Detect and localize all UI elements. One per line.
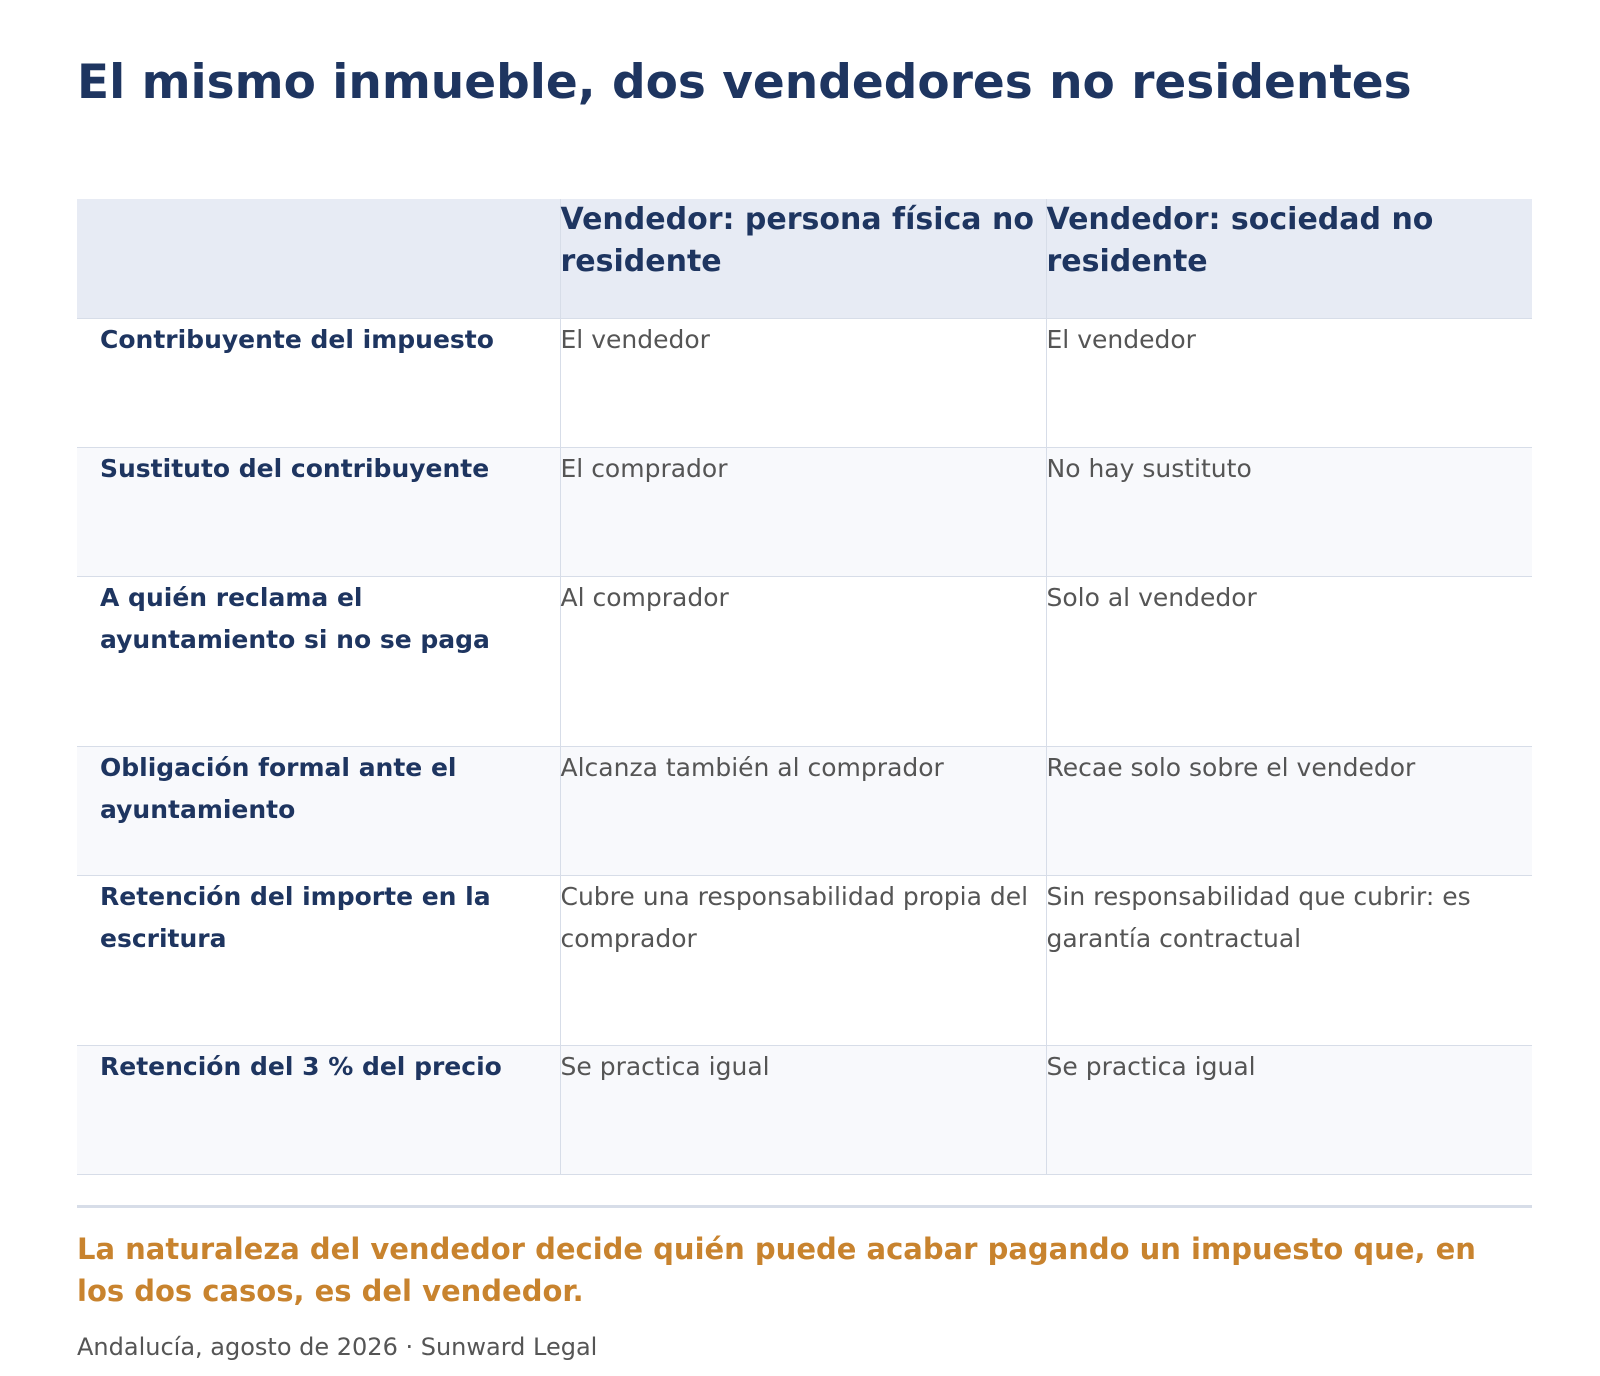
row-label: Contribuyente del impuesto bbox=[100, 324, 494, 354]
footer-credit: Andalucía, agosto de 2026 · Sunward Legal bbox=[77, 1333, 598, 1361]
cell-persona-fisica: El comprador bbox=[560, 447, 1046, 576]
conclusion-text: La naturaleza del vendedor decide quién puede acabar pagando un impuesto que, en los dos casos, es del vendedor. bbox=[77, 1232, 1476, 1308]
column-header-empty bbox=[77, 199, 560, 318]
cell-sociedad: Sin responsabilidad que cubrir: es garantía contractual bbox=[1046, 875, 1532, 1045]
cell-sociedad: Recae solo sobre el vendedor bbox=[1046, 746, 1532, 875]
table-row bbox=[77, 1045, 1532, 1174]
column-header-sociedad: Vendedor: sociedad no residente bbox=[1046, 199, 1532, 318]
cell-persona-fisica: Se practica igual bbox=[560, 1045, 1046, 1174]
cell-sociedad: Solo al vendedor bbox=[1046, 576, 1532, 746]
comparison-table bbox=[77, 199, 1532, 1175]
section-divider bbox=[77, 1205, 1532, 1208]
row-label: Sustituto del contribuyente bbox=[100, 453, 490, 483]
row-label: Obligación formal ante el ayuntamiento bbox=[100, 752, 457, 824]
row-label: Retención del importe en la escritura bbox=[100, 881, 491, 953]
row-label: Retención del 3 % del precio bbox=[100, 1051, 502, 1081]
table-row bbox=[77, 576, 1532, 746]
cell-persona-fisica: El vendedor bbox=[560, 318, 1046, 447]
cell-persona-fisica: Cubre una responsabilidad propia del comprador bbox=[560, 875, 1046, 1045]
table-row bbox=[77, 318, 1532, 447]
table-row bbox=[77, 447, 1532, 576]
cell-persona-fisica: Alcanza también al comprador bbox=[560, 746, 1046, 875]
cell-sociedad: El vendedor bbox=[1046, 318, 1532, 447]
cell-persona-fisica: Al comprador bbox=[560, 576, 1046, 746]
row-label: A quién reclama el ayuntamiento si no se paga bbox=[100, 582, 490, 654]
column-header-persona-fisica: Vendedor: persona física no residente bbox=[560, 199, 1046, 318]
page-title: El mismo inmueble, dos vendedores no residentes bbox=[77, 55, 1412, 110]
table-header-row bbox=[77, 199, 1532, 318]
cell-sociedad: Se practica igual bbox=[1046, 1045, 1532, 1174]
table-row bbox=[77, 746, 1532, 875]
table-row bbox=[77, 875, 1532, 1045]
cell-sociedad: No hay sustituto bbox=[1046, 447, 1532, 576]
